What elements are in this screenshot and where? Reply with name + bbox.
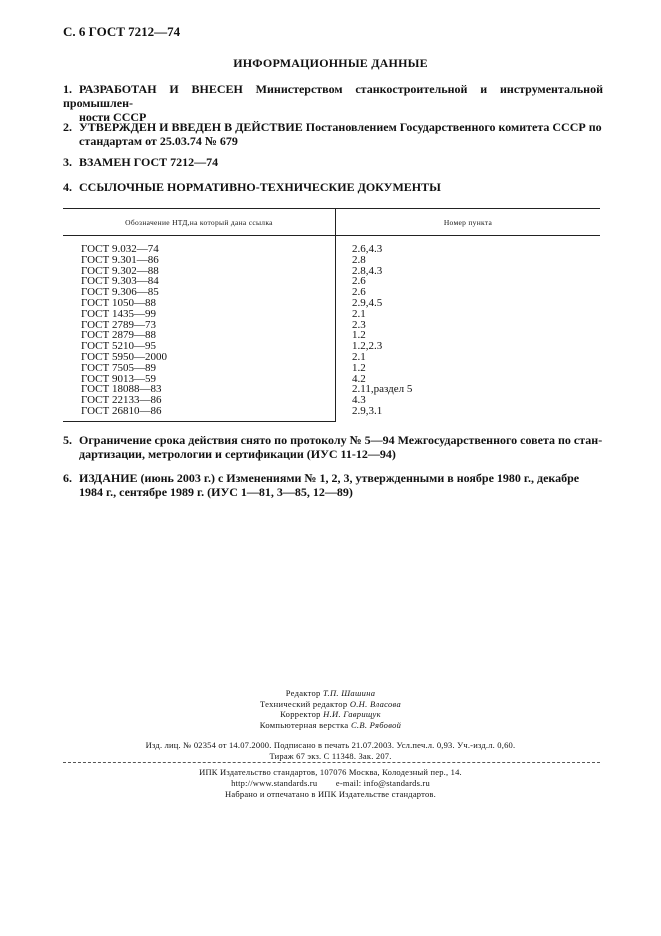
credit-name: Т.П. Шашина bbox=[323, 688, 376, 698]
item-lead: УТВЕРЖДЕН И ВВЕДЕН В ДЕЙСТВИЕ bbox=[79, 120, 303, 134]
page-header: С. 6 ГОСТ 7212—74 bbox=[63, 24, 181, 39]
item-text: Постановлением Государственного комитета СССР по bbox=[305, 120, 602, 134]
cell-clause: 2.6 bbox=[352, 275, 366, 288]
item-text: Министерством станкостроительной и инструментальной промышлен- bbox=[63, 82, 604, 110]
cell-document: ГОСТ 26810—86 bbox=[63, 406, 336, 421]
item-number: 3. bbox=[63, 155, 72, 169]
table-row bbox=[63, 406, 600, 421]
credit-name: С.В. Рябовой bbox=[350, 719, 402, 730]
cell-clause: 2.11,раздел 5 bbox=[352, 383, 413, 396]
cell-document: ГОСТ 9.306—85 bbox=[63, 287, 336, 298]
table-row bbox=[63, 255, 600, 266]
info-item-6 bbox=[63, 471, 603, 499]
table-body bbox=[63, 236, 600, 422]
item-lead: ССЫЛОЧНЫЕ НОРМАТИВНО-ТЕХНИЧЕСКИЕ ДОКУМЕНТЫ bbox=[79, 180, 441, 194]
table-row bbox=[63, 363, 600, 374]
cell-document: ГОСТ 22133—86 bbox=[63, 395, 336, 406]
cell-document: ГОСТ 9.303—84 bbox=[63, 276, 336, 287]
cell-document: ГОСТ 9013—59 bbox=[63, 374, 336, 385]
cell-clause: 2.1 bbox=[352, 307, 366, 320]
publisher-block bbox=[0, 767, 661, 800]
cell-clause: 1.2 bbox=[352, 329, 366, 342]
item-text-continued: ности СССР bbox=[79, 110, 147, 124]
info-item-1 bbox=[63, 82, 603, 124]
cell-clause: 4.2 bbox=[352, 372, 366, 385]
credit-role: Редактор bbox=[285, 688, 321, 698]
cell-clause: 2.8 bbox=[352, 253, 366, 266]
credit-role: Корректор bbox=[280, 709, 321, 720]
cell-clause: 2.1 bbox=[352, 350, 366, 363]
table-row bbox=[63, 309, 600, 320]
imprint-line: Изд. лиц. № 02354 от 14.07.2000. Подписано в печать 21.07.2003. Усл.печ.л. 0,93. Уч.-изд.л. 0,60. bbox=[145, 740, 516, 750]
item-text-continued: стандартам от 25.03.74 № 679 bbox=[79, 134, 238, 148]
cell-document: ГОСТ 5950—2000 bbox=[63, 352, 336, 363]
item-text-continued: 1984 г., сентябре 1989 г. (ИУС 1—81, 3—85, 12—89) bbox=[79, 485, 353, 499]
cell-document: ГОСТ 5210—95 bbox=[63, 341, 336, 352]
column-header-clause: Номер пункта bbox=[336, 209, 601, 236]
item-lead: ВЗАМЕН ГОСТ 7212—74 bbox=[79, 155, 219, 169]
cell-document: ГОСТ 1435—99 bbox=[63, 309, 336, 320]
info-item-4 bbox=[63, 180, 603, 194]
info-item-3 bbox=[63, 155, 603, 169]
credit-name: О.Н. Власова bbox=[349, 698, 402, 709]
cell-clause: 2.3 bbox=[352, 318, 366, 331]
credit-layout bbox=[0, 720, 661, 731]
cell-document: ГОСТ 9.032—74 bbox=[63, 236, 336, 255]
item-number: 2. bbox=[63, 120, 72, 134]
column-header-document: Обозначение НТД,на который дана ссылка bbox=[63, 209, 336, 236]
cell-clause: 1.2 bbox=[352, 361, 366, 374]
item-text-continued: дартизации, метрологии и сертификации (ИУС 11-12—94) bbox=[79, 447, 396, 461]
cell-document: ГОСТ 7505—89 bbox=[63, 363, 336, 374]
item-number: 4. bbox=[63, 180, 72, 194]
item-text: Ограничение срока действия снято по протоколу № 5—94 Межгосударственного совета по стан- bbox=[79, 433, 603, 447]
cell-document: ГОСТ 2879—88 bbox=[63, 330, 336, 341]
publisher-address: ИПК Издательство стандартов, 107076 Москва, Колодезный пер., 14. bbox=[199, 767, 462, 777]
credit-proofreader bbox=[0, 709, 661, 720]
item-text: ИЗДАНИЕ (июнь 2003 г.) с Изменениями № 1, 2, 3, утвержденными в ноябре 1980 г., декабре bbox=[79, 471, 580, 485]
credit-role: Компьютерная верстка bbox=[259, 719, 349, 730]
cell-document: ГОСТ 9.302—88 bbox=[63, 266, 336, 277]
cell-clause: 4.3 bbox=[352, 394, 366, 407]
cell-clause: 2.6,4.3 bbox=[352, 243, 383, 255]
cell-document: ГОСТ 2789—73 bbox=[63, 320, 336, 331]
references-table bbox=[63, 208, 600, 422]
cell-document: ГОСТ 9.301—86 bbox=[63, 255, 336, 266]
cell-clause: 2.9,4.5 bbox=[352, 296, 383, 309]
info-item-2 bbox=[63, 120, 603, 148]
cell-clause: 1.2,2.3 bbox=[352, 340, 383, 353]
item-number: 1. bbox=[63, 82, 72, 96]
imprint-line: Тираж 67 экз. С 11348. Зак. 207. bbox=[269, 750, 392, 761]
publisher-print-note: Набрано и отпечатано в ИПК Издательстве стандартов. bbox=[225, 789, 436, 799]
credit-role: Технический редактор bbox=[259, 698, 348, 709]
item-number: 6. bbox=[63, 471, 72, 485]
cell-clause: 2.8,4.3 bbox=[352, 264, 383, 277]
divider bbox=[63, 762, 600, 763]
cell-document: ГОСТ 1050—88 bbox=[63, 298, 336, 309]
item-lead: РАЗРАБОТАН И ВНЕСЕН bbox=[79, 82, 243, 96]
credit-editor bbox=[0, 688, 661, 699]
table-header-row bbox=[63, 209, 600, 236]
credit-tech-editor bbox=[0, 699, 661, 710]
publisher-contacts: http://www.standards.ru e-mail: info@standards.ru bbox=[231, 778, 430, 788]
imprint-block bbox=[0, 740, 661, 761]
table-row bbox=[63, 236, 600, 255]
info-item-5 bbox=[63, 433, 603, 461]
credit-name: Н.И. Гаврищук bbox=[323, 709, 381, 720]
cell-clause: 2.9,3.1 bbox=[352, 404, 383, 417]
section-title: ИНФОРМАЦИОННЫЕ ДАННЫЕ bbox=[233, 56, 428, 70]
cell-clause: 2.6 bbox=[352, 286, 366, 299]
credits-block bbox=[0, 688, 661, 730]
cell-document: ГОСТ 18088—83 bbox=[63, 384, 336, 395]
item-number: 5. bbox=[63, 433, 72, 447]
